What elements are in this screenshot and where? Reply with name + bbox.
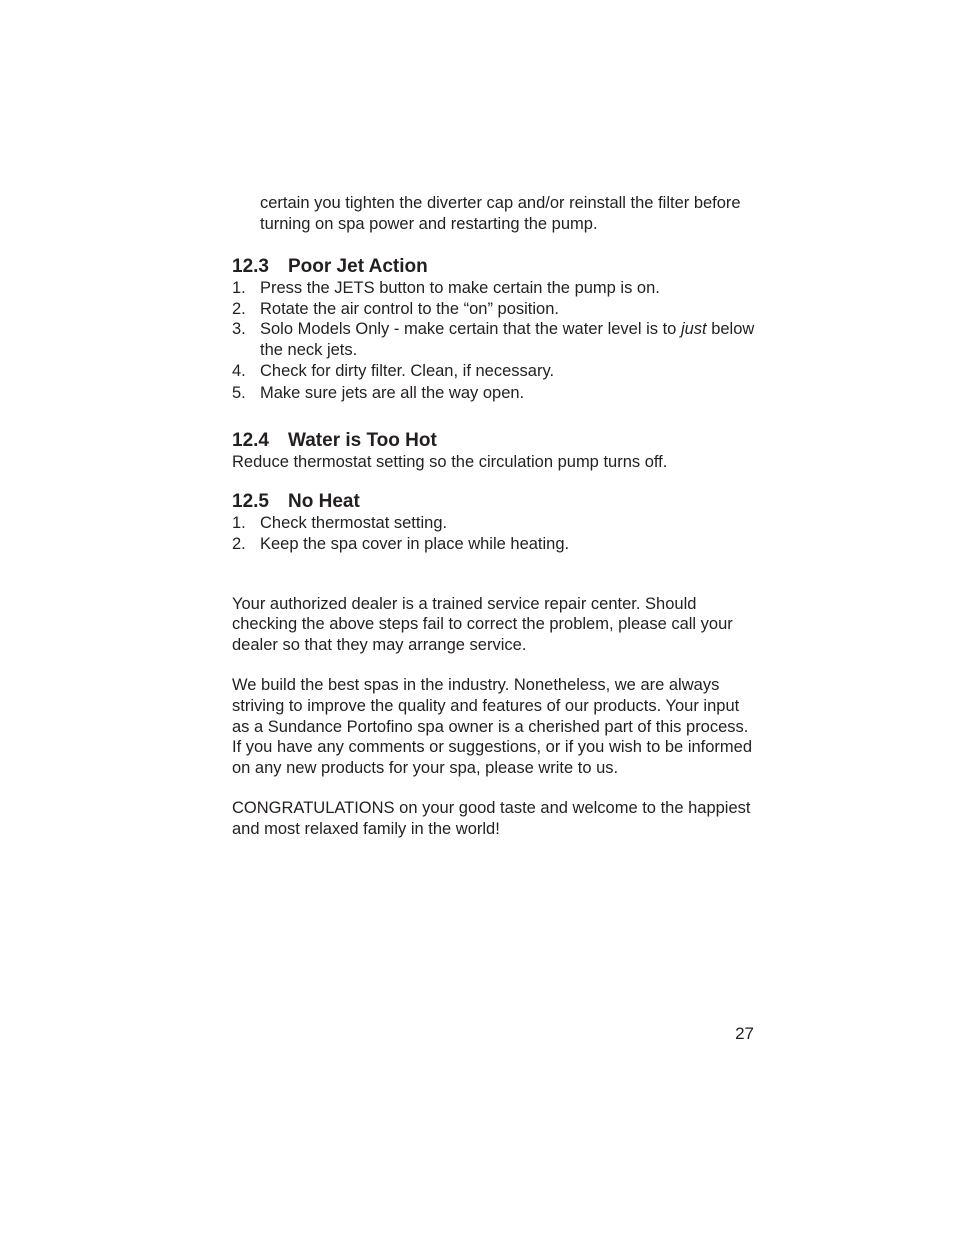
section-title: No Heat [288,491,360,513]
list-item [232,534,757,555]
section-body: Reduce thermostat setting so the circulation pump turns off. [232,452,668,471]
continuation-text: certain you tighten the diverter cap and/or reinstall the filter before turning on spa power and restarting the pump. [260,194,741,233]
list-item [232,319,757,360]
item-number: 5. [232,384,246,403]
item-text: Check thermostat setting. [260,514,448,533]
item-text-emphasis: just [680,320,707,339]
list-item [232,361,757,382]
list-item [232,278,757,299]
dealer-paragraph: Your authorized dealer is a trained service repair center. Should checking the above steps fail to correct the problem, please call your dealer so that they may arrange service. [232,594,733,654]
section-no-heat [232,491,757,554]
page-number: 27 [735,1024,754,1043]
item-number: 1. [232,279,246,298]
item-text: Make sure jets are all the way open. [260,384,525,403]
item-number: 3. [232,320,246,339]
section-water-too-hot [232,430,757,473]
section-number: 12.5 [232,491,269,513]
section-heading [232,430,757,452]
page-content [232,193,757,839]
section-title: Water is Too Hot [288,429,437,451]
item-number: 2. [232,534,246,553]
section-heading [232,256,757,278]
list-item [232,383,757,404]
list-item [232,299,757,320]
section-title: Poor Jet Action [288,256,428,278]
feedback-paragraph: We build the best spas in the industry. Nonetheless, we are always striving to improve the quality and features of our products. Your input as a Sundance Portofino spa owner is a cherished part of this process. If you have any comments or suggestions, or if you wish to be informed on any new products for your spa, please write to us. [232,676,753,777]
list-item [232,513,757,534]
congratulations-paragraph: CONGRATULATIONS on your good taste and welcome to the happiest and most relaxed family in the world! [232,799,751,838]
item-text: Rotate the air control to the “on” position. [260,299,559,318]
step-list [232,513,757,554]
item-text: Press the JETS button to make certain the pump is on. [260,279,660,298]
item-text: Keep the spa cover in place while heating. [260,534,570,553]
item-number: 1. [232,514,246,533]
item-text [260,319,757,360]
section-number: 12.3 [232,256,269,278]
section-heading [232,491,757,513]
item-text: Check for dirty filter. Clean, if necessary. [260,361,555,380]
item-text-after: below the neck jets. [260,320,755,359]
section-poor-jet-action [232,256,757,404]
section-number: 12.4 [232,429,269,451]
step-list [232,278,757,404]
item-number: 2. [232,299,246,318]
item-text-before: Solo Models Only - make certain that the water level is to [260,320,681,339]
item-number: 4. [232,361,246,380]
